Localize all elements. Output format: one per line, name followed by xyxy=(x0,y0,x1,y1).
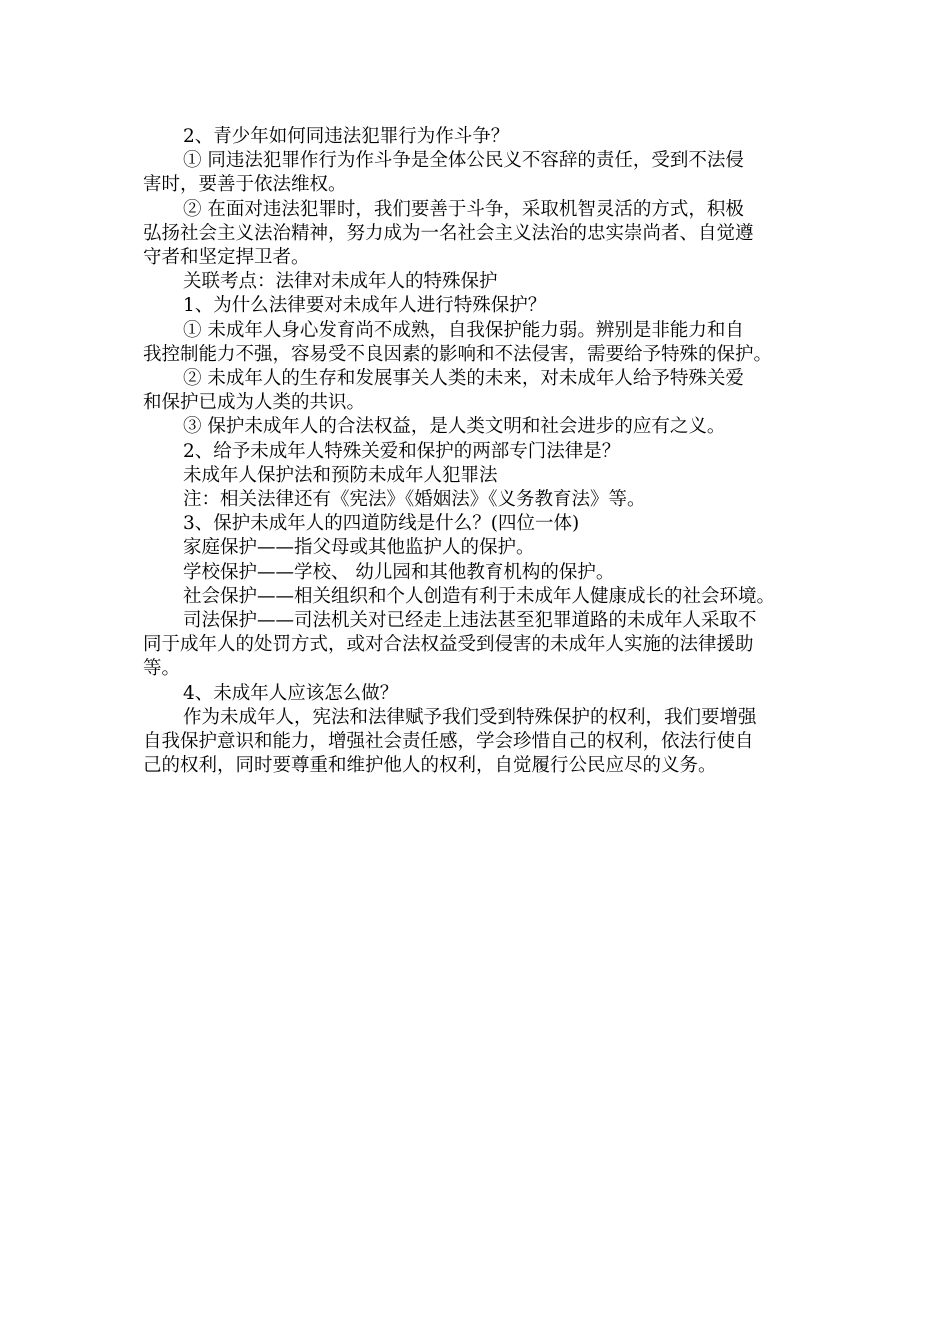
answer-line: 害时，要善于依法维权。 xyxy=(143,174,347,196)
answer-line: 自我保护意识和能力，增强社会责任感，学会珍惜自己的权利，依法行使自 xyxy=(143,731,754,753)
answer-line: 司法保护——司法机关对已经走上违法甚至犯罪道路的未成年人采取不 xyxy=(183,610,757,632)
question-heading: 4、未成年人应该怎么做？ xyxy=(183,682,399,704)
answer-line: ② 在面对违法犯罪时，我们要善于斗争，采取机智灵活的方式，积极 xyxy=(183,198,744,220)
answer-line: ① 未成年人身心发育尚不成熟，自我保护能力弱。辨别是非能力和自 xyxy=(183,319,744,341)
answer-line: 我控制能力不强，容易受不良因素的影响和不法侵害，需要给予特殊的保护。 xyxy=(143,343,773,365)
answer-line: 同于成年人的处罚方式，或对合法权益受到侵害的未成年人实施的法律援助 xyxy=(143,634,754,656)
question-heading: 3、保护未成年人的四道防线是什么？(四位一体) xyxy=(183,513,580,535)
answer-line: 社会保护——相关组织和个人创造有利于未成年人健康成长的社会环境。 xyxy=(183,585,776,607)
answer-line: 弘扬社会主义法治精神，努力成为一名社会主义法治的忠实崇尚者、自觉遵 xyxy=(143,222,754,244)
answer-line: 家庭保护——指父母或其他监护人的保护。 xyxy=(183,537,535,559)
document-page xyxy=(143,125,811,778)
note-line: 注：相关法律还有《宪法》《婚姻法》《义务教育法》等。 xyxy=(183,489,646,511)
answer-line: 作为未成年人，宪法和法律赋予我们受到特殊保护的权利，我们要增强 xyxy=(183,706,757,728)
answer-line: 等。 xyxy=(143,658,181,680)
section-heading: 关联考点：法律对未成年人的特殊保护 xyxy=(183,271,498,293)
answer-line: ② 未成年人的生存和发展事关人类的未来，对未成年人给予特殊关爱 xyxy=(183,368,744,390)
question-heading: 1、为什么法律要对未成年人进行特殊保护？ xyxy=(183,295,547,317)
question-heading: 2、给予未成年人特殊关爱和保护的两部专门法律是？ xyxy=(183,440,621,462)
question-heading: 2、青少年如何同违法犯罪行为作斗争？ xyxy=(183,126,510,147)
answer-line: 和保护已成为人类的共识。 xyxy=(143,392,366,414)
answer-line: 己的权利，同时要尊重和维护他人的权利，自觉履行公民应尽的义务。 xyxy=(143,755,717,777)
answer-line: ③ 保护未成年人的合法权益，是人类文明和社会进步的应有之义。 xyxy=(183,416,726,438)
answer-line: ① 同违法犯罪作行为作斗争是全体公民义不容辞的责任，受到不法侵 xyxy=(183,150,744,172)
answer-line: 学校保护——学校、 幼儿园和其他教育机构的保护。 xyxy=(183,561,615,583)
answer-line: 守者和坚定捍卫者。 xyxy=(143,247,310,269)
answer-line: 未成年人保护法和预防未成年人犯罪法 xyxy=(183,464,498,486)
